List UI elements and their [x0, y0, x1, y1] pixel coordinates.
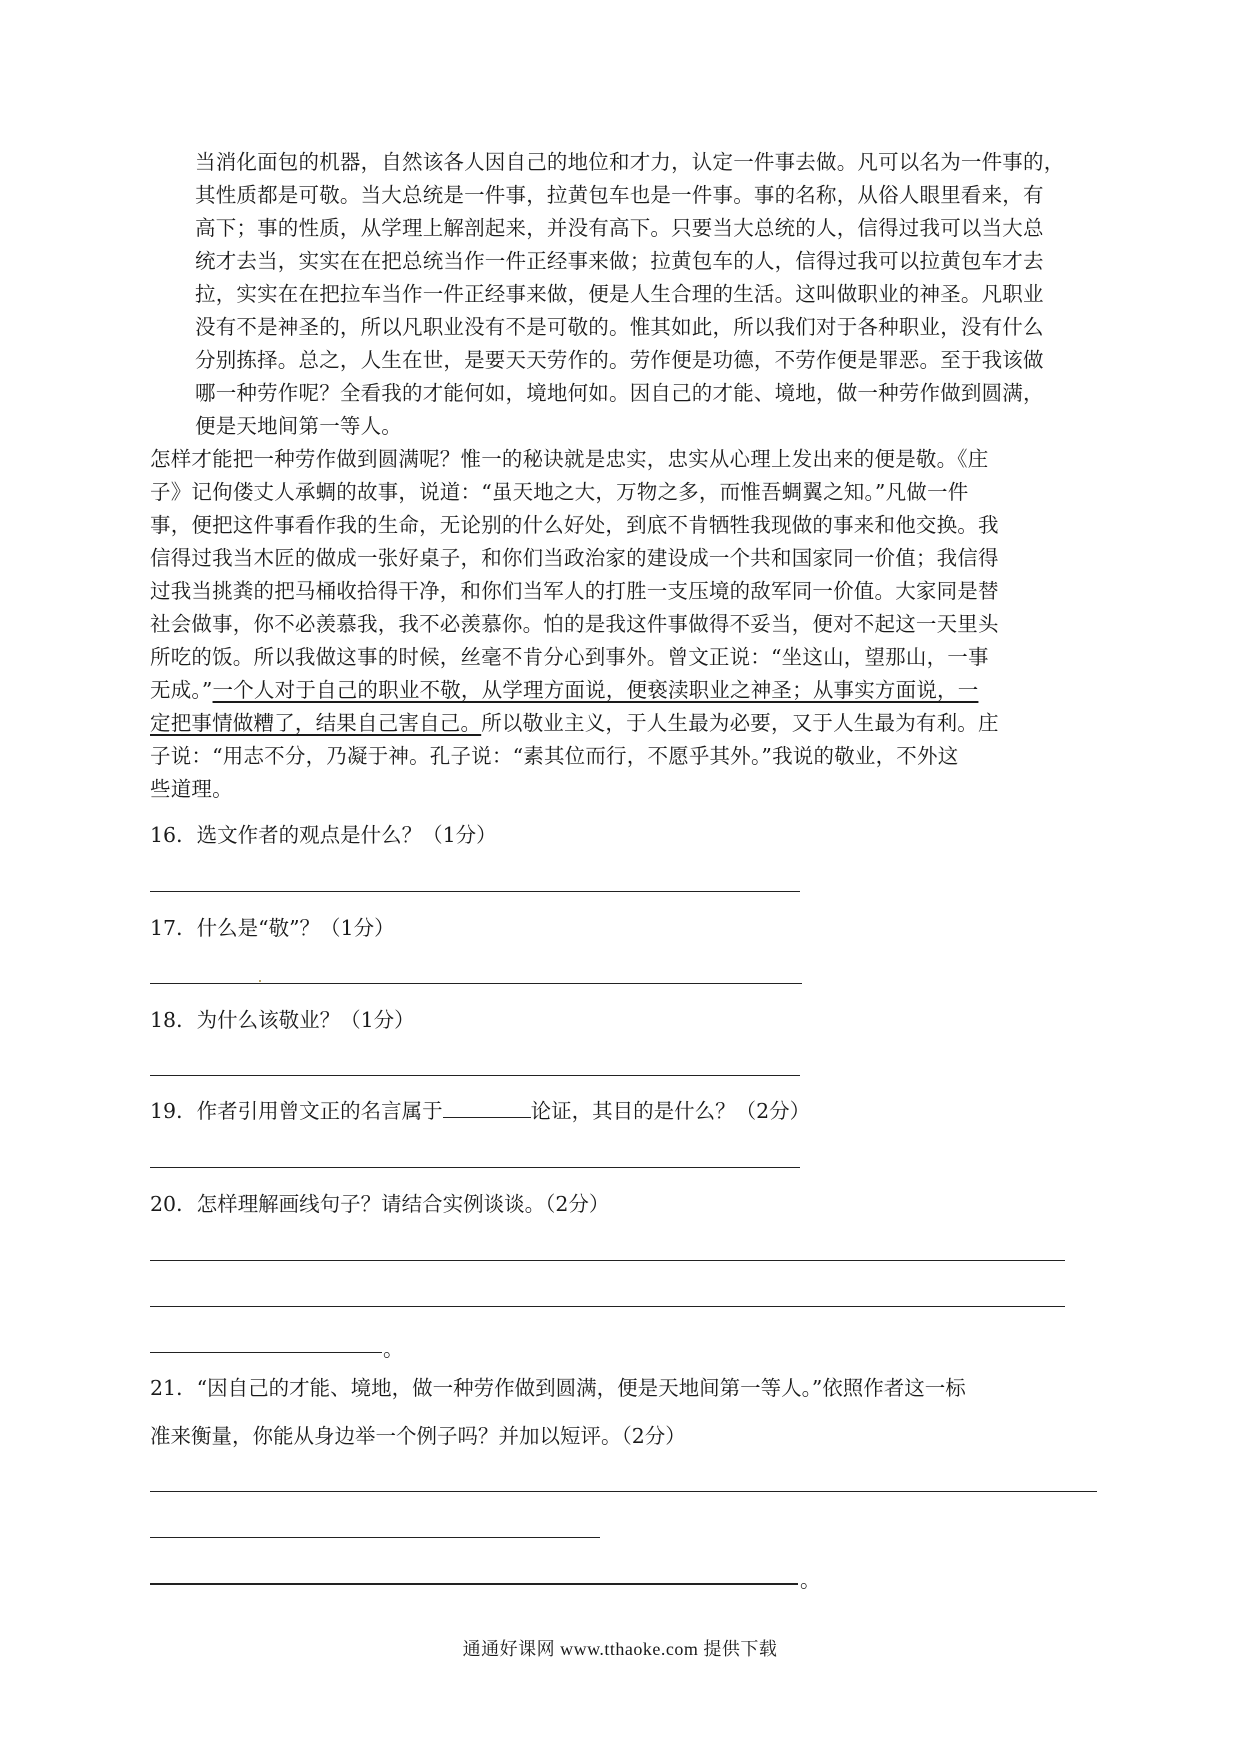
quoted-passage	[195, 146, 1115, 443]
main-paragraph	[150, 443, 1100, 806]
question-19-text: 19．作者引用曾文正的名言属于	[150, 1099, 443, 1123]
paragraph-line	[150, 674, 1100, 707]
underlined-sentence: 一个人对于自己的职业不敬，从学理方面说，便亵渎职业之神圣；从事实方面说，一	[212, 678, 979, 702]
paragraph-line: 事，便把这件事看作我的生命，无论别的什么好处，到底不肯牺牲我现做的事来和他交换。我	[150, 513, 999, 537]
passage-line: 当消化面包的机器，自然该各人因自己的地位和才力，认定一件事去做。凡可以名为一件事的，	[195, 150, 1065, 174]
paragraph-line: 怎样才能把一种劳作做到圆满呢？惟一的秘诀就是忠实，忠实从心理上发出来的便是敬。《庄	[150, 447, 989, 471]
paragraph-line: 社会做事，你不必羡慕我，我不必羡慕你。怕的是我这件事做得不妥当，便对不起这一天里头	[150, 612, 999, 636]
question-19-text: 论证，其目的是什么？（2分）	[530, 1099, 811, 1123]
answer-line-20a[interactable]	[150, 1260, 1065, 1261]
question-21-line1: 21．“因自己的才能、境地，做一种劳作做到圆满，便是天地间第一等人。”依照作者这一标	[150, 1376, 966, 1400]
paragraph-line: 子》记佝偻丈人承蜩的故事，说道：“虽天地之大，万物之多，而惟吾蜩翼之知。”凡做一件	[150, 480, 969, 504]
paragraph-line: 些道理。	[150, 777, 233, 801]
paragraph-line	[150, 707, 1100, 740]
paragraph-text: 所以敬业主义，于人生最为必要，又于人生最为有利。庄	[481, 711, 999, 735]
question-21-line2: 准来衡量，你能从身边举一个例子吗？并加以短评。（2分）	[150, 1424, 686, 1448]
question-17: 17．什么是“敬”？（1分）	[150, 916, 395, 940]
passage-line: 拉，实实在在把拉车当作一件正经事来做，便是人生合理的生活。这叫做职业的神圣。凡职业	[195, 282, 1044, 306]
period-mark: 。	[383, 1337, 404, 1361]
passage-line: 分别拣择。总之，人生在世，是要天天劳作的。劳作便是功德，不劳作便是罪恶。至于我该做	[195, 348, 1044, 372]
answer-line-19[interactable]	[150, 1167, 800, 1168]
passage-line: 哪一种劳作呢？全看我的才能何如，境地何如。因自己的才能、境地，做一种劳作做到圆满，	[195, 381, 1044, 405]
answer-line-21c[interactable]	[150, 1583, 798, 1585]
underlined-sentence: 定把事情做糟了，结果自己害自己。	[150, 711, 482, 735]
answer-line-18[interactable]	[150, 1075, 800, 1076]
paragraph-line: 所吃的饭。所以我做这事的时候，丝毫不肯分心到事外。曾文正说：“坐这山，望那山，一事	[150, 645, 989, 669]
question-18: 18．为什么该敬业？（1分）	[150, 1008, 415, 1032]
passage-line: 其性质都是可敬。当大总统是一件事，拉黄包车也是一件事。事的名称，从俗人眼里看来，有	[195, 183, 1044, 207]
paragraph-line: 子说：“用志不分，乃凝于神。孔子说：“素其位而行，不愿乎其外。”我说的敬业，不外这	[150, 744, 959, 768]
paragraph-text: 无成。”	[150, 678, 213, 702]
answer-line-20b[interactable]	[150, 1306, 1065, 1307]
period-mark: 。	[800, 1568, 821, 1592]
paragraph-line: 信得过我当木匠的做成一张好桌子，和你们当政治家的建设成一个共和国家同一价值；我信得	[150, 546, 999, 570]
answer-line-21b[interactable]	[150, 1537, 600, 1538]
passage-line: 没有不是神圣的，所以凡职业没有不是可敬的。惟其如此，所以我们对于各种职业，没有什么	[195, 315, 1044, 339]
passage-line: 便是天地间第一等人。	[195, 414, 402, 438]
question-19	[150, 1096, 810, 1126]
paragraph-line: 过我当挑粪的把马桶收拾得干净，和你们当军人的打胜一支压境的敌军同一价值。大家同是替	[150, 579, 999, 603]
answer-line-16[interactable]	[150, 891, 800, 892]
answer-line-21a[interactable]	[150, 1491, 1097, 1492]
footer-download-note: 通通好课网 www.tthaoke.com 提供下载	[462, 1639, 778, 1659]
passage-line: 高下；事的性质，从学理上解剖起来，并没有高下。只要当大总统的人，信得过我可以当大总	[195, 216, 1044, 240]
answer-line-17[interactable]	[150, 983, 802, 984]
answer-line-20c[interactable]	[150, 1352, 382, 1353]
passage-line: 统才去当，实实在在把总统当作一件正经事来做；拉黄包车的人，信得过我可以拉黄包车才去	[195, 249, 1044, 273]
fill-in-blank[interactable]	[443, 1097, 531, 1118]
question-20: 20．怎样理解画线句子？请结合实例谈谈。（2分）	[150, 1192, 610, 1216]
stray-mark	[259, 980, 261, 982]
question-16: 16．选文作者的观点是什么？（1分）	[150, 823, 497, 847]
